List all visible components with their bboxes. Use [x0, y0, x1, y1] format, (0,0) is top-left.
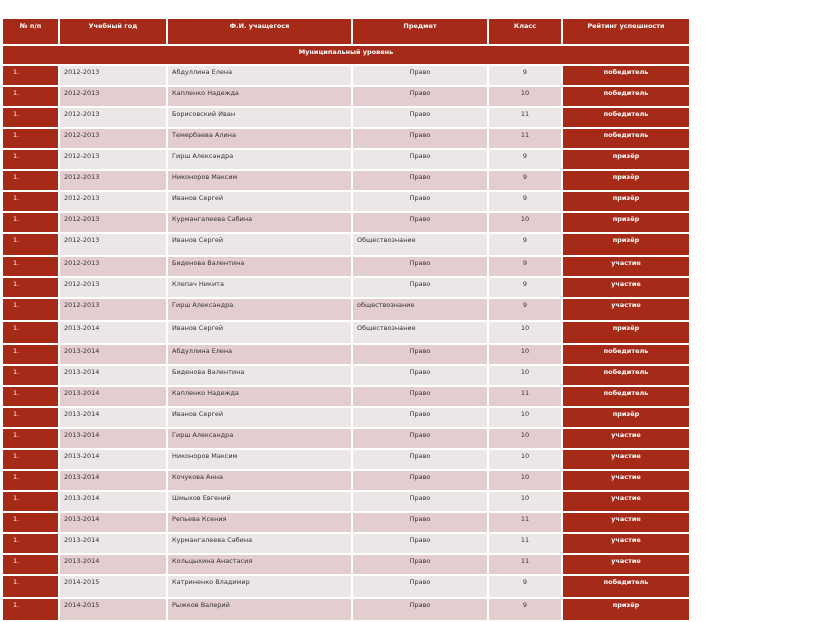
row-number: 1.	[2, 470, 59, 491]
table-row	[2, 277, 690, 298]
column-header-rating: Рейтинг успешности	[562, 18, 690, 45]
table-row	[2, 212, 690, 233]
table-row	[2, 128, 690, 149]
table-row	[2, 449, 690, 470]
student-name-cell: Клепач Никита	[167, 277, 352, 298]
grade-cell: 9	[488, 149, 562, 170]
rating-cell: победитель	[562, 575, 690, 598]
rating-cell: победитель	[562, 128, 690, 149]
subject-cell: Обществознание	[352, 233, 488, 256]
grade-cell: 10	[488, 470, 562, 491]
subject-cell: Право	[352, 212, 488, 233]
subject-cell: Право	[352, 428, 488, 449]
rating-cell: участие	[562, 449, 690, 470]
row-number: 1.	[2, 321, 59, 344]
subject-cell: Право	[352, 491, 488, 512]
table-body	[2, 45, 690, 621]
table-row	[2, 365, 690, 386]
subject-cell: Право	[352, 598, 488, 621]
rating-cell: победитель	[562, 65, 690, 86]
subject-cell: Право	[352, 386, 488, 407]
row-number: 1.	[2, 491, 59, 512]
school-year-cell: 2012-2013	[59, 86, 167, 107]
rating-cell: призёр	[562, 170, 690, 191]
row-number: 1.	[2, 170, 59, 191]
school-year-cell: 2013-2014	[59, 386, 167, 407]
school-year-cell: 2013-2014	[59, 449, 167, 470]
rating-cell: призёр	[562, 149, 690, 170]
student-name-cell: Капленко Надежда	[167, 86, 352, 107]
grade-cell: 10	[488, 428, 562, 449]
rating-cell: призёр	[562, 407, 690, 428]
subject-cell: Право	[352, 533, 488, 554]
rating-cell: призёр	[562, 321, 690, 344]
table-row	[2, 344, 690, 365]
column-header-subject: Предмет	[352, 18, 488, 45]
school-year-cell: 2012-2013	[59, 149, 167, 170]
table-row	[2, 470, 690, 491]
school-year-cell: 2012-2013	[59, 212, 167, 233]
rating-cell: участие	[562, 277, 690, 298]
school-year-cell: 2012-2013	[59, 277, 167, 298]
subject-cell: Право	[352, 107, 488, 128]
grade-cell: 9	[488, 191, 562, 212]
grade-cell: 10	[488, 407, 562, 428]
table-row	[2, 512, 690, 533]
table-row	[2, 491, 690, 512]
subject-cell: Право	[352, 256, 488, 277]
school-year-cell: 2013-2014	[59, 512, 167, 533]
rating-cell: победитель	[562, 344, 690, 365]
row-number: 1.	[2, 554, 59, 575]
student-name-cell: Биденова Валентина	[167, 256, 352, 277]
row-number: 1.	[2, 512, 59, 533]
school-year-cell: 2013-2014	[59, 428, 167, 449]
table-row	[2, 65, 690, 86]
student-name-cell: Биденова Валентина	[167, 365, 352, 386]
rating-cell: участие	[562, 533, 690, 554]
table-row	[2, 321, 690, 344]
rating-cell: участие	[562, 256, 690, 277]
subject-cell: Право	[352, 65, 488, 86]
rating-cell: участие	[562, 554, 690, 575]
rating-cell: победитель	[562, 386, 690, 407]
school-year-cell: 2012-2013	[59, 233, 167, 256]
results-table	[1, 17, 691, 622]
school-year-cell: 2013-2014	[59, 470, 167, 491]
rating-cell: участие	[562, 298, 690, 321]
table-row	[2, 407, 690, 428]
table-row	[2, 107, 690, 128]
subject-cell: Обществознание	[352, 321, 488, 344]
table-row	[2, 191, 690, 212]
school-year-cell: 2012-2013	[59, 65, 167, 86]
student-name-cell: Борисовский Иван	[167, 107, 352, 128]
school-year-cell: 2012-2013	[59, 256, 167, 277]
row-number: 1.	[2, 449, 59, 470]
student-name-cell: Никоноров Максим	[167, 170, 352, 191]
level-title: Муниципальный уровень	[2, 45, 690, 65]
row-number: 1.	[2, 298, 59, 321]
row-number: 1.	[2, 65, 59, 86]
rating-cell: призёр	[562, 191, 690, 212]
table-row	[2, 575, 690, 598]
row-number: 1.	[2, 107, 59, 128]
subject-cell: обществознание	[352, 298, 488, 321]
school-year-cell: 2013-2014	[59, 365, 167, 386]
grade-cell: 10	[488, 86, 562, 107]
table-row	[2, 428, 690, 449]
student-name-cell: Капленко Надежда	[167, 386, 352, 407]
school-year-cell: 2012-2013	[59, 191, 167, 212]
student-name-cell: Кочукова Анна	[167, 470, 352, 491]
student-name-cell: Курмангалеева Сабина	[167, 212, 352, 233]
grade-cell: 11	[488, 512, 562, 533]
rating-cell: победитель	[562, 86, 690, 107]
rating-cell: участие	[562, 512, 690, 533]
rating-cell: призёр	[562, 598, 690, 621]
subject-cell: Право	[352, 344, 488, 365]
table-row	[2, 149, 690, 170]
student-name-cell: Шмыхов Евгений	[167, 491, 352, 512]
grade-cell: 10	[488, 449, 562, 470]
row-number: 1.	[2, 365, 59, 386]
subject-cell: Право	[352, 512, 488, 533]
school-year-cell: 2012-2013	[59, 107, 167, 128]
column-header-school-year: Учебный год	[59, 18, 167, 45]
subject-cell: Право	[352, 470, 488, 491]
row-number: 1.	[2, 128, 59, 149]
row-number: 1.	[2, 533, 59, 554]
table-row	[2, 298, 690, 321]
student-name-cell: Катриненко Владимир	[167, 575, 352, 598]
student-name-cell: Кольцыхина Анастасия	[167, 554, 352, 575]
grade-cell: 11	[488, 533, 562, 554]
student-name-cell: Репьева Ксения	[167, 512, 352, 533]
row-number: 1.	[2, 344, 59, 365]
row-number: 1.	[2, 407, 59, 428]
grade-cell: 9	[488, 575, 562, 598]
subject-cell: Право	[352, 554, 488, 575]
rating-cell: призёр	[562, 233, 690, 256]
rating-cell: участие	[562, 491, 690, 512]
grade-cell: 11	[488, 107, 562, 128]
row-number: 1.	[2, 277, 59, 298]
column-header-student-name: Ф.И. учащегося	[167, 18, 352, 45]
rating-cell: участие	[562, 470, 690, 491]
row-number: 1.	[2, 256, 59, 277]
school-year-cell: 2013-2014	[59, 533, 167, 554]
rating-cell: участие	[562, 428, 690, 449]
grade-cell: 9	[488, 598, 562, 621]
school-year-cell: 2013-2014	[59, 554, 167, 575]
table-row	[2, 386, 690, 407]
rating-cell: победитель	[562, 365, 690, 386]
table-header	[2, 18, 690, 45]
student-name-cell: Гирш Александра	[167, 298, 352, 321]
student-name-cell: Гирш Александра	[167, 428, 352, 449]
grade-cell: 10	[488, 321, 562, 344]
subject-cell: Право	[352, 191, 488, 212]
row-number: 1.	[2, 191, 59, 212]
row-number: 1.	[2, 233, 59, 256]
table-row	[2, 256, 690, 277]
table-row	[2, 86, 690, 107]
student-name-cell: Иванов Сергей	[167, 407, 352, 428]
table-row	[2, 554, 690, 575]
school-year-cell: 2013-2014	[59, 321, 167, 344]
school-year-cell: 2013-2014	[59, 491, 167, 512]
subject-cell: Право	[352, 277, 488, 298]
row-number: 1.	[2, 149, 59, 170]
grade-cell: 10	[488, 212, 562, 233]
student-name-cell: Абдуллина Елена	[167, 65, 352, 86]
grade-cell: 9	[488, 65, 562, 86]
student-name-cell: Темербаева Алина	[167, 128, 352, 149]
olympiad-results-sheet	[0, 17, 816, 622]
school-year-cell: 2012-2013	[59, 298, 167, 321]
school-year-cell: 2013-2014	[59, 344, 167, 365]
row-number: 1.	[2, 575, 59, 598]
school-year-cell: 2013-2014	[59, 407, 167, 428]
table-row	[2, 233, 690, 256]
grade-cell: 10	[488, 344, 562, 365]
table-row	[2, 598, 690, 621]
student-name-cell: Иванов Сергей	[167, 321, 352, 344]
school-year-cell: 2014-2015	[59, 598, 167, 621]
subject-cell: Право	[352, 575, 488, 598]
row-number: 1.	[2, 212, 59, 233]
subject-cell: Право	[352, 365, 488, 386]
grade-cell: 9	[488, 170, 562, 191]
column-header-grade: Класс	[488, 18, 562, 45]
student-name-cell: Абдуллина Елена	[167, 344, 352, 365]
row-number: 1.	[2, 428, 59, 449]
table-row	[2, 170, 690, 191]
subject-cell: Право	[352, 449, 488, 470]
subject-cell: Право	[352, 128, 488, 149]
column-header-number: № п/п	[2, 18, 59, 45]
student-name-cell: Рыжков Валерий	[167, 598, 352, 621]
grade-cell: 9	[488, 256, 562, 277]
grade-cell: 9	[488, 277, 562, 298]
grade-cell: 9	[488, 233, 562, 256]
subject-cell: Право	[352, 407, 488, 428]
student-name-cell: Иванов Сергей	[167, 233, 352, 256]
grade-cell: 11	[488, 386, 562, 407]
student-name-cell: Курмангалеева Сабина	[167, 533, 352, 554]
grade-cell: 11	[488, 128, 562, 149]
rating-cell: победитель	[562, 107, 690, 128]
school-year-cell: 2012-2013	[59, 128, 167, 149]
table-row	[2, 533, 690, 554]
student-name-cell: Гирш Александра	[167, 149, 352, 170]
subject-cell: Право	[352, 86, 488, 107]
school-year-cell: 2014-2015	[59, 575, 167, 598]
grade-cell: 11	[488, 554, 562, 575]
grade-cell: 10	[488, 491, 562, 512]
row-number: 1.	[2, 386, 59, 407]
school-year-cell: 2012-2013	[59, 170, 167, 191]
grade-cell: 10	[488, 365, 562, 386]
subject-cell: Право	[352, 149, 488, 170]
student-name-cell: Иванов Сергей	[167, 191, 352, 212]
row-number: 1.	[2, 598, 59, 621]
row-number: 1.	[2, 86, 59, 107]
subject-cell: Право	[352, 170, 488, 191]
student-name-cell: Никоноров Максим	[167, 449, 352, 470]
grade-cell: 9	[488, 298, 562, 321]
rating-cell: призёр	[562, 212, 690, 233]
